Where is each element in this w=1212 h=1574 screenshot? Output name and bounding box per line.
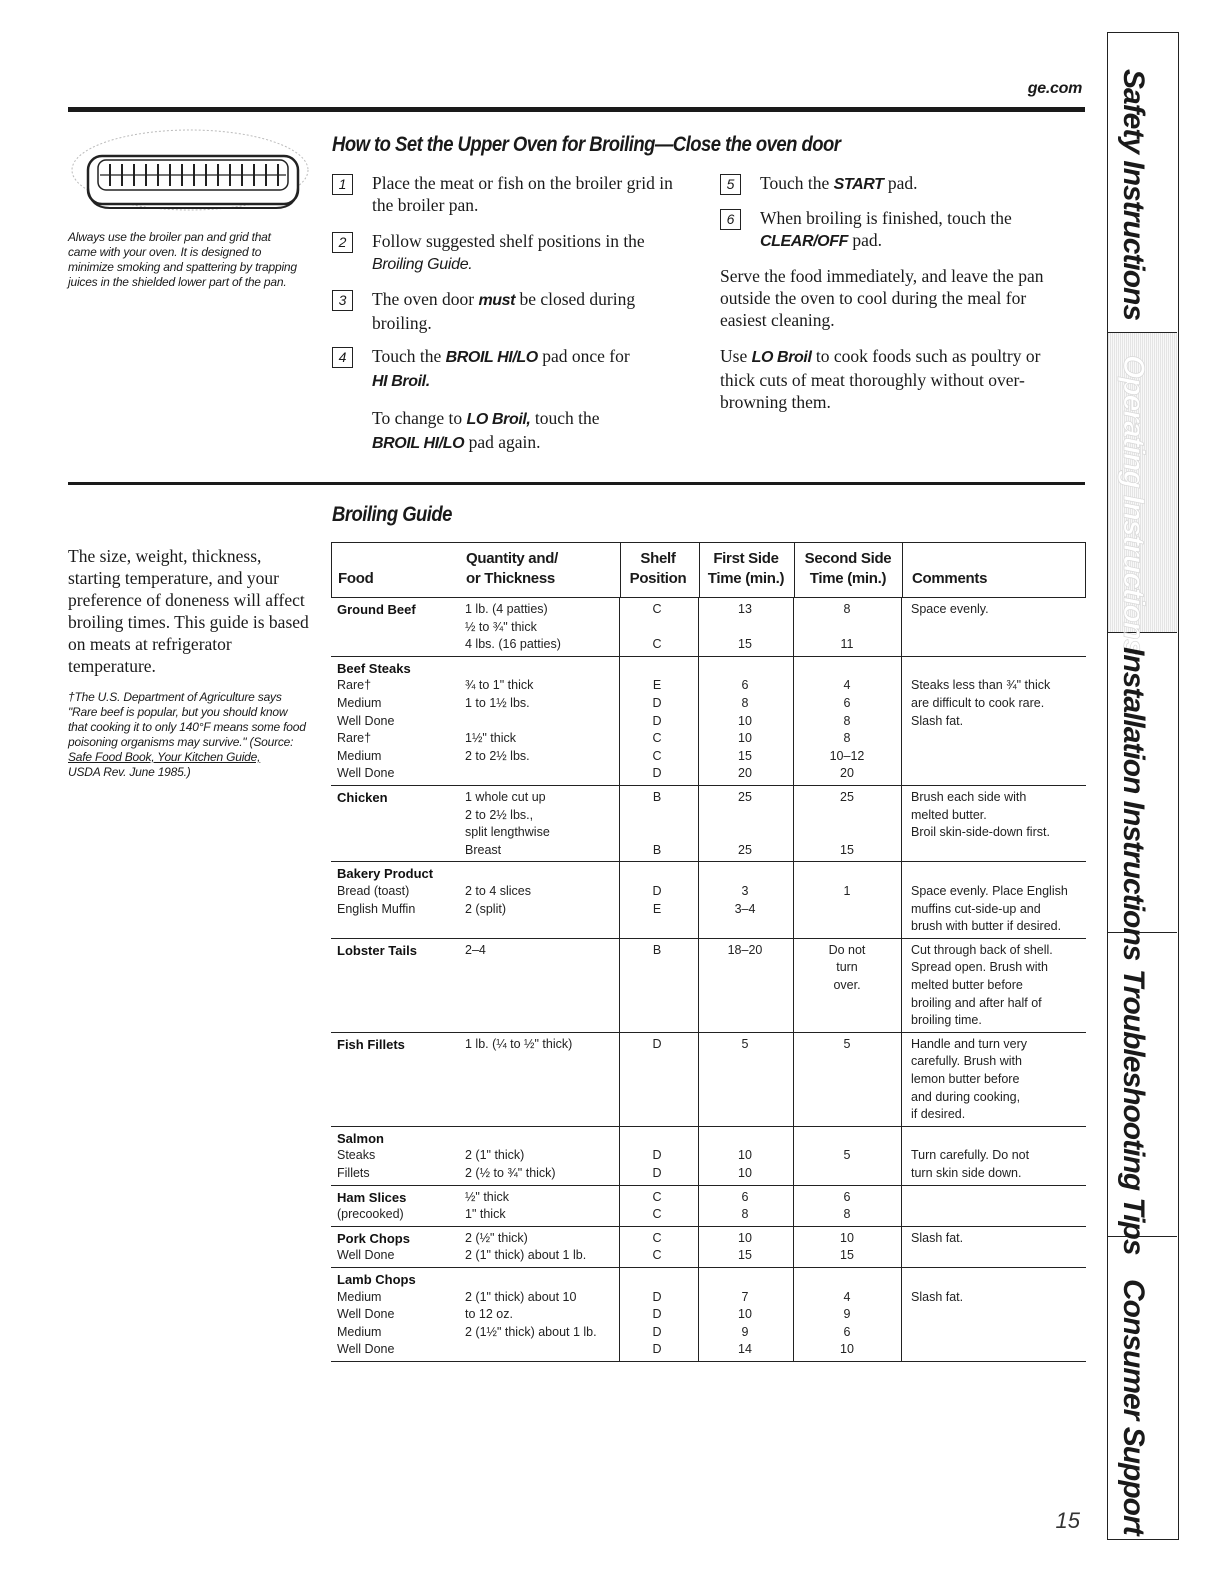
cell-qty: 2 (1" thick) about 1 lb. — [465, 1248, 587, 1263]
col-header-food: Food — [338, 570, 374, 587]
cell-second: 4 — [843, 678, 851, 693]
cell-food: Salmon — [337, 1130, 384, 1146]
cell-second: 10–12 — [829, 748, 865, 763]
tab-troubleshooting-tips[interactable] — [1108, 933, 1177, 1255]
step-number: 4 — [332, 347, 353, 368]
tab-label: Troubleshooting Tips — [1117, 969, 1150, 1255]
cell-comments: if desired. — [911, 1107, 966, 1122]
col-divider — [698, 598, 699, 1362]
step-text: Touch the — [372, 346, 446, 366]
cell-comments: Brush each side with — [911, 789, 1027, 804]
step-text: pad. — [847, 230, 882, 250]
cell-food: English Muffin — [337, 901, 416, 916]
cell-qty: 1 lb. (4 patties) — [465, 602, 548, 616]
cell-first: 14 — [738, 1342, 752, 1357]
tab-installation-instructions[interactable] — [1108, 633, 1177, 961]
cell-comments: Broil skin-side-down first. — [911, 825, 1050, 840]
cell-shelf: D — [652, 1342, 662, 1357]
cell-second: 8 — [843, 731, 851, 746]
footnote-source-link: Safe Food Book, Your Kitchen Guide, — [68, 750, 261, 764]
keyword-broil-hilo: BROIL HI/LO — [372, 435, 465, 452]
cell-shelf: C — [652, 1207, 662, 1222]
cell-second: 5 — [843, 1148, 851, 1163]
cell-food: Chicken — [337, 789, 388, 805]
cell-first: 10 — [738, 1307, 752, 1322]
cell-food: Rare† — [337, 678, 372, 693]
header-rule — [68, 107, 1085, 112]
cell-qty: 2 (½ to ¾" thick) — [465, 1165, 556, 1180]
section-title-broiling: How to Set the Upper Oven for Broiling—Close the oven door — [332, 133, 841, 156]
cell-food: Well Done — [337, 713, 395, 728]
step-text: pad once for — [537, 346, 630, 366]
section-tabs — [1107, 32, 1179, 1540]
cell-first: 5 — [741, 1036, 749, 1051]
tab-label: Installation Instructions — [1117, 647, 1150, 961]
cell-first: 10 — [738, 1148, 752, 1163]
cell-second: 20 — [840, 766, 854, 781]
tab-safety-instructions[interactable] — [1108, 33, 1177, 333]
table-row-group — [331, 1033, 1086, 1127]
cell-qty: 2 to 2½ lbs., — [465, 807, 534, 822]
cell-food: Ground Beef — [337, 602, 416, 617]
cell-comments: broiling and after half of — [911, 995, 1042, 1010]
tab-consumer-support[interactable] — [1108, 1237, 1177, 1537]
cell-qty: 2 to 2½ lbs. — [465, 748, 530, 763]
step-text: pad again. — [464, 432, 541, 452]
step-text: be closed during broiling. — [372, 289, 636, 333]
cell-shelf: B — [652, 942, 662, 957]
cell-shelf: E — [652, 678, 662, 693]
cell-first: 9 — [741, 1324, 749, 1339]
cell-qty: 1 to 1½ lbs. — [465, 695, 530, 710]
cell-comments: Steaks less than ¾" thick — [911, 678, 1051, 693]
cell-shelf: D — [652, 695, 662, 710]
cell-food: (precooked) — [337, 1207, 404, 1222]
keyword-start: START — [833, 176, 884, 193]
cell-second: 11 — [840, 637, 854, 652]
cell-qty: 4 lbs. (16 patties) — [465, 637, 561, 652]
broiler-pan-illustration — [70, 128, 310, 220]
cell-comments: muffins cut-side-up and — [911, 901, 1041, 916]
usda-footnote: †The U.S. Department of Agriculture says "Rare beef is popular, but you should know that cooking it to only 140°F means some food poisoning organisms may survive." (Source: Safe Food Book, Your Kitchen Guide, USDA Rev. June 1985.) — [68, 690, 306, 779]
step-number: 5 — [720, 174, 741, 195]
cell-qty: 1 whole cut up — [465, 789, 546, 804]
cell-food: Rare† — [337, 731, 372, 746]
cell-shelf: D — [652, 766, 662, 781]
cell-comments: Handle and turn very — [911, 1036, 1028, 1051]
lo-broil-text: Use LO Broil to cook foods such as poultry or thick cuts of meat thoroughly without over-browning them. — [720, 346, 1041, 412]
cell-food: Well Done — [337, 1342, 395, 1357]
cell-comments: are difficult to cook rare. — [911, 695, 1045, 710]
step-6 — [720, 207, 1070, 253]
step-text: pad. — [883, 173, 918, 193]
cell-qty: 1½" thick — [465, 731, 516, 746]
keyword-clear-off: CLEAR/OFF — [760, 233, 848, 250]
table-row-group — [331, 1127, 1086, 1186]
cell-qty: Breast — [465, 842, 502, 857]
cell-shelf: D — [652, 883, 662, 898]
cell-qty: ½ to ¾" thick — [465, 619, 537, 634]
cell-first: 15 — [738, 637, 752, 652]
cell-first: 18–20 — [727, 942, 763, 957]
tab-label: Operating Instructions — [1117, 355, 1150, 655]
table-row-group — [331, 657, 1086, 786]
cell-first: 3 — [741, 883, 749, 898]
cell-comments: Turn carefully. Do not — [911, 1148, 1030, 1163]
cell-second: 10 — [840, 1342, 854, 1357]
col-divider — [619, 598, 620, 1362]
table-body — [331, 598, 1086, 1362]
broiling-guide-table — [331, 542, 1086, 1362]
tab-operating-instructions[interactable] — [1108, 333, 1177, 655]
cell-shelf: E — [652, 901, 662, 916]
cell-second: 8 — [843, 602, 851, 616]
cell-qty: 2–4 — [465, 942, 486, 957]
cell-food: Well Done — [337, 1307, 395, 1322]
guide-intro: The size, weight, thickness, starting temperature, and your preference of doneness will affect broiling times. This guide is based on meats at refrigerator temperature. — [68, 546, 309, 676]
cell-food: Medium — [337, 748, 382, 763]
step-text: Follow suggested shelf positions in the — [372, 231, 645, 251]
cell-second: 8 — [843, 1207, 851, 1222]
keyword-lo-broil: LO Broil — [751, 349, 812, 366]
step-2 — [332, 230, 682, 276]
cell-first: 20 — [738, 766, 752, 781]
tab-label: Consumer Support — [1117, 1279, 1150, 1535]
cell-shelf: D — [652, 1307, 662, 1322]
cell-qty: 1 lb. (¼ to ½" thick) — [465, 1036, 573, 1051]
tab-label: Safety Instructions — [1117, 69, 1150, 321]
keyword-must: must — [478, 292, 516, 309]
col-divider — [793, 598, 794, 1362]
cell-shelf: C — [652, 637, 662, 652]
cell-qty: 2 (split) — [465, 901, 506, 916]
cell-food: Medium — [337, 1324, 382, 1339]
cell-second: 1 — [843, 883, 851, 898]
step-4 — [332, 345, 682, 455]
step-5 — [720, 172, 1070, 196]
cell-first: 25 — [738, 842, 752, 857]
section-title-broiling-guide: Broiling Guide — [332, 503, 452, 526]
cell-shelf: D — [652, 1289, 662, 1304]
cell-food: Fillets — [337, 1165, 370, 1180]
cell-shelf: B — [652, 842, 662, 857]
cell-food: Lamb Chops — [337, 1271, 416, 1287]
col-divider — [901, 598, 902, 1362]
step-number: 1 — [332, 174, 353, 195]
cell-shelf: D — [652, 1148, 662, 1163]
cell-comments: melted butter. — [911, 807, 987, 822]
cell-shelf: C — [652, 1248, 662, 1263]
cell-first: 8 — [741, 1207, 749, 1222]
col-divider — [620, 543, 621, 597]
cell-qty: 2 (1½" thick) about 1 lb. — [465, 1324, 597, 1339]
cell-food: Medium — [337, 695, 382, 710]
cell-comments: lemon butter before — [911, 1071, 1020, 1086]
keyword-hi-broil: HI Broil. — [372, 373, 430, 390]
cell-comments: Cut through back of shell. — [911, 942, 1053, 957]
cell-comments: melted butter before — [911, 977, 1023, 992]
table-row-group — [331, 786, 1086, 862]
cell-first: 8 — [741, 695, 749, 710]
site-url: ge.com — [1027, 80, 1082, 97]
cell-food: Well Done — [337, 1248, 395, 1263]
cell-shelf: C — [652, 748, 662, 763]
step-text: Touch the — [760, 173, 834, 193]
serve-text: Serve the food immediately, and leave the pan outside the oven to cool during the meal for easiest cleaning. — [720, 266, 1044, 330]
table-row-group — [331, 598, 1086, 657]
cell-first: 10 — [738, 731, 752, 746]
cell-second: over. — [833, 977, 861, 992]
col-divider — [794, 543, 795, 597]
cell-qty: 1" thick — [465, 1207, 506, 1222]
cell-comments: broiling time. — [911, 1013, 982, 1028]
cell-second: 15 — [840, 1248, 854, 1263]
cell-qty: 2 to 4 slices — [465, 883, 532, 898]
col-divider — [902, 543, 903, 597]
cell-shelf: C — [652, 731, 662, 746]
cell-second: 25 — [840, 789, 854, 804]
cell-comments: Slash fat. — [911, 1230, 964, 1245]
cell-second: 10 — [840, 1230, 854, 1245]
cell-first: 10 — [738, 713, 752, 728]
step-3 — [332, 288, 682, 334]
cell-second: 6 — [843, 695, 851, 710]
cell-comments: Slash fat. — [911, 1289, 964, 1304]
step-text: To change to — [372, 408, 467, 428]
cell-shelf: C — [652, 602, 662, 616]
col-header-quantity: Quantity and/ or Thickness — [466, 550, 558, 587]
cell-first: 7 — [741, 1289, 749, 1304]
cell-second: 6 — [843, 1324, 851, 1339]
cell-shelf: D — [652, 1165, 662, 1180]
cell-shelf: C — [652, 1189, 662, 1204]
cell-food: Bakery Product — [337, 866, 434, 882]
cell-shelf: C — [652, 1230, 662, 1245]
cell-comments: turn skin side down. — [911, 1165, 1022, 1180]
table-row-group — [331, 1268, 1086, 1362]
step-text: Place the meat or fish on the broiler grid in the broiler pan. — [372, 173, 673, 215]
cell-second: 6 — [843, 1189, 851, 1204]
cell-qty: 2 (½" thick) — [465, 1230, 528, 1245]
cell-shelf: D — [652, 713, 662, 728]
cell-first: 15 — [738, 1248, 752, 1263]
cell-second: 8 — [843, 713, 851, 728]
cell-comments: brush with butter if desired. — [911, 919, 1062, 934]
cell-first: 6 — [741, 678, 749, 693]
cell-food: Medium — [337, 1289, 382, 1304]
cell-qty: split lengthwise — [465, 825, 550, 840]
page-number: 15 — [1055, 1508, 1080, 1533]
cell-food: Fish Fillets — [337, 1036, 405, 1052]
step-1 — [332, 172, 682, 216]
cell-second: 4 — [843, 1289, 851, 1304]
broiling-guide-ref: Broiling Guide. — [372, 256, 473, 273]
cell-second: 9 — [843, 1307, 851, 1322]
cell-first: 25 — [738, 789, 752, 804]
table-row-group — [331, 1186, 1086, 1227]
cell-shelf: B — [652, 789, 662, 804]
cell-shelf: D — [652, 1036, 662, 1051]
cell-first: 15 — [738, 748, 752, 763]
step-text: The oven door — [372, 289, 479, 309]
cell-first: 6 — [741, 1189, 749, 1204]
cell-second: 5 — [843, 1036, 851, 1051]
keyword-broil-hilo: BROIL HI/LO — [445, 349, 538, 366]
cell-second: Do not — [828, 942, 866, 957]
cell-first: 13 — [738, 602, 752, 616]
cell-comments: carefully. Brush with — [911, 1054, 1022, 1069]
table-row-group — [331, 862, 1086, 938]
cell-food: Well Done — [337, 766, 395, 781]
table-row-group — [331, 1227, 1086, 1268]
cell-food: Lobster Tails — [337, 942, 417, 958]
step-text: When broiling is finished, touch the — [760, 208, 1012, 228]
cell-food: Steaks — [337, 1148, 376, 1163]
cell-qty: 2 (1" thick) — [465, 1148, 525, 1163]
table-header-row — [331, 542, 1086, 598]
cell-comments: Slash fat. — [911, 713, 964, 728]
col-header-second-side: Second Side Time (min.) — [804, 550, 892, 587]
cell-first: 10 — [738, 1230, 752, 1245]
cell-food: Beef Steaks — [337, 660, 411, 676]
cell-comments: Space evenly. Place English — [911, 883, 1068, 898]
col-header-comments: Comments — [912, 570, 988, 587]
cell-food: Ham Slices — [337, 1189, 407, 1205]
keyword-lo-broil: LO Broil, — [466, 411, 531, 428]
table-row-group — [331, 939, 1086, 1033]
step-number: 6 — [720, 209, 741, 230]
col-header-first-side: First Side Time (min.) — [707, 550, 785, 587]
cell-first: 10 — [738, 1165, 752, 1180]
col-divider — [699, 543, 700, 597]
cell-food: Bread (toast) — [337, 883, 410, 898]
cell-second: 15 — [840, 842, 854, 857]
cell-qty: to 12 oz. — [465, 1307, 513, 1322]
cell-comments: Space evenly. — [911, 602, 989, 616]
section-rule — [68, 482, 1085, 485]
cell-comments: Spread open. Brush with — [911, 960, 1048, 975]
cell-shelf: D — [652, 1324, 662, 1339]
step-text: touch the — [530, 408, 600, 428]
cell-food: Pork Chops — [337, 1230, 410, 1246]
cell-qty: ½" thick — [465, 1189, 510, 1204]
cell-qty: ¾ to 1" thick — [465, 678, 534, 693]
step-number: 3 — [332, 290, 353, 311]
step-number: 2 — [332, 232, 353, 253]
broiler-caption: Always use the broiler pan and grid that came with your oven. It is designed to minimize smoking and spattering by trapping juices in the shielded lower part of the pan. — [68, 230, 297, 289]
cell-second: turn — [836, 960, 858, 975]
col-header-shelf: Shelf Position — [629, 550, 687, 587]
cell-first: 3–4 — [734, 901, 756, 916]
cell-comments: and during cooking, — [911, 1089, 1021, 1104]
cell-qty: 2 (1" thick) about 10 — [465, 1289, 577, 1304]
